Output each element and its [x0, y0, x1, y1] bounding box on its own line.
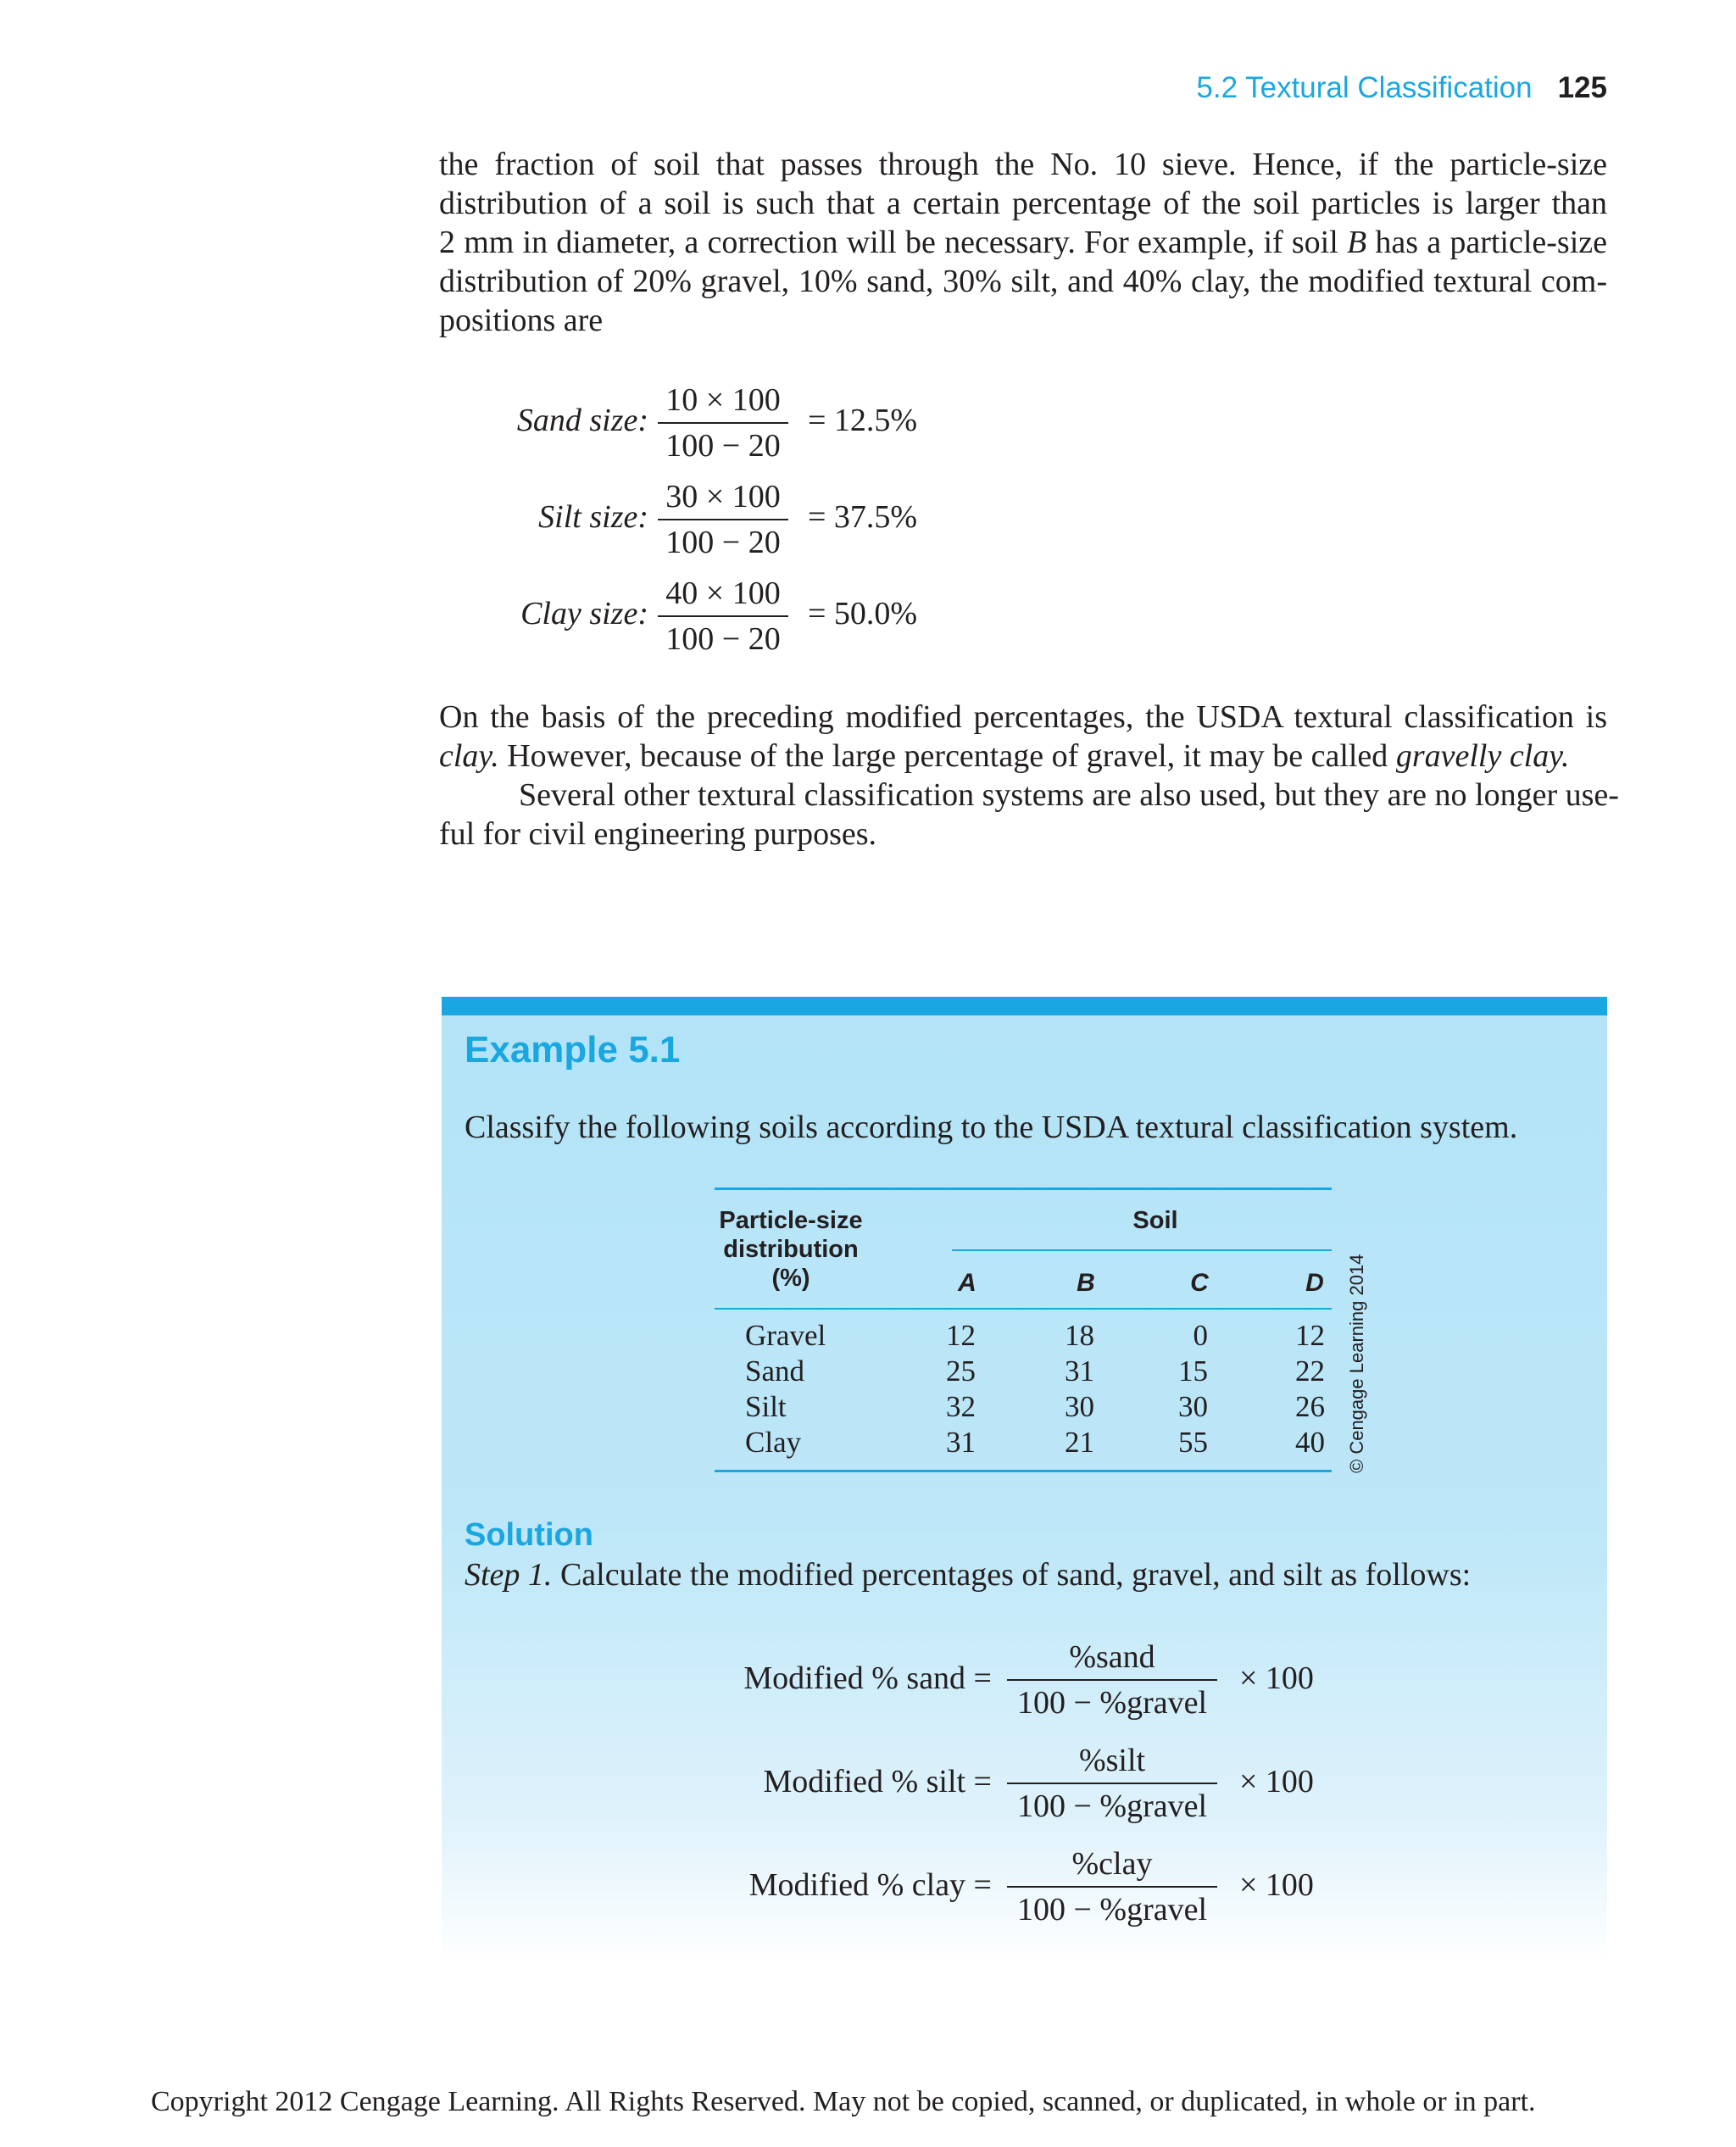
table-cell: 22	[1295, 1354, 1325, 1388]
equation-label: Silt size:	[538, 499, 648, 535]
denominator: 100 − %gravel	[1016, 1685, 1208, 1721]
equation-label: Sand size:	[516, 403, 648, 438]
column-header-a: A	[958, 1269, 976, 1297]
paragraph-text: 2 mm in diameter, a correction will be necessary. For example, if soil	[439, 225, 1338, 260]
soil-letter: B	[1346, 225, 1367, 260]
equation-result: = 37.5%	[808, 499, 918, 535]
example-title: Example 5.1	[465, 1029, 681, 1071]
column-header-c: C	[1190, 1269, 1209, 1297]
denominator: 100 − %gravel	[1016, 1788, 1208, 1824]
table-cell: 15	[1178, 1354, 1208, 1388]
page-number: 125	[1557, 71, 1607, 104]
equation-result: = 12.5%	[808, 403, 918, 438]
paragraph-text: has a particle-size	[1375, 225, 1608, 260]
numerator: 40 × 100	[665, 576, 781, 611]
fraction-bar	[1007, 1679, 1217, 1681]
step-label: Step 1.	[465, 1557, 553, 1593]
table-header-rule	[715, 1308, 1332, 1310]
equation-result: = 50.0%	[808, 596, 918, 631]
table-group-rule	[952, 1249, 1332, 1251]
table-cell: 32	[946, 1390, 976, 1423]
table-cell: 12	[946, 1319, 976, 1352]
fraction-bar	[658, 519, 788, 520]
equation-label: Clay size:	[520, 596, 648, 631]
fraction-bar	[658, 615, 788, 617]
table-cell: 18	[1065, 1319, 1094, 1352]
equation-label: Modified % clay =	[748, 1867, 992, 1903]
numerator: 10 × 100	[665, 382, 781, 418]
header-line: Particle-size	[719, 1207, 863, 1234]
fraction	[658, 478, 788, 561]
equation-result: × 100	[1239, 1660, 1314, 1696]
table-header-soil: Soil	[1132, 1207, 1178, 1234]
paragraph-line: On the basis of the preceding modified percentages, the USDA textural classification is	[439, 699, 1607, 735]
paragraph-line: the fraction of soil that passes through the No. 10 sieve. Hence, if the particle-size	[439, 147, 1607, 182]
fraction	[658, 575, 788, 658]
numerator: %silt	[1078, 1743, 1146, 1778]
fraction	[1007, 1638, 1217, 1721]
soil-table	[715, 1188, 1332, 1472]
copyright-footer: Copyright 2012 Cengage Learning. All Rights Reserved. May not be copied, scanned, or duplicated, in whole or in part.	[151, 2086, 1536, 2117]
running-header	[1196, 71, 1607, 105]
denominator: 100 − 20	[665, 621, 781, 657]
equation-label: Modified % silt =	[763, 1764, 992, 1799]
fraction-bar	[1007, 1886, 1217, 1888]
numerator: %clay	[1071, 1846, 1153, 1882]
row-label: Clay	[745, 1426, 802, 1459]
table-cell: 12	[1295, 1319, 1325, 1352]
paragraph-line: ful for civil engineering purposes.	[439, 816, 877, 852]
equation-label: Modified % sand =	[743, 1660, 992, 1696]
fraction	[1007, 1845, 1217, 1928]
table-cell: 31	[946, 1426, 976, 1459]
numerator: %sand	[1069, 1639, 1155, 1675]
step-text: Calculate the modified percentages of sand, gravel, and silt as follows:	[552, 1557, 1472, 1593]
table-cell: 26	[1295, 1390, 1325, 1423]
column-header-b: B	[1077, 1269, 1095, 1297]
paragraph-line: distribution of 20% gravel, 10% sand, 30% silt, and 40% clay, the modified textural com-	[439, 264, 1607, 299]
paragraph-line: positions are	[439, 303, 604, 338]
row-label: Silt	[745, 1390, 787, 1423]
term-gravelly-clay: gravelly clay.	[1395, 738, 1570, 774]
term-clay: clay.	[439, 738, 499, 774]
row-label: Sand	[745, 1354, 804, 1388]
paragraph-line	[439, 737, 1607, 776]
example-top-bar	[442, 997, 1607, 1015]
solution-title: Solution	[465, 1517, 593, 1553]
side-credit: © Cengage Learning 2014	[1346, 1254, 1367, 1473]
denominator: 100 − %gravel	[1016, 1892, 1208, 1927]
section-title: 5.2 Textural Classification	[1196, 71, 1533, 104]
header-line: distribution	[723, 1236, 859, 1263]
example-problem-statement: Classify the following soils according to the USDA textural classification system.	[465, 1110, 1518, 1145]
denominator: 100 − 20	[665, 525, 781, 560]
denominator: 100 − 20	[665, 428, 781, 464]
table-cell: 31	[1065, 1354, 1094, 1388]
table-cell: 0	[1193, 1319, 1208, 1352]
fraction-bar	[658, 422, 788, 424]
fraction	[658, 381, 788, 464]
fraction	[1007, 1742, 1217, 1825]
table-cell: 55	[1178, 1426, 1208, 1459]
paragraph-line	[439, 223, 1607, 262]
paragraph-conclusion	[439, 698, 1619, 854]
row-label: Gravel	[745, 1319, 826, 1352]
table-bottom-rule	[715, 1470, 1332, 1472]
table-cell: 25	[946, 1354, 976, 1388]
step-1	[465, 1556, 1471, 1594]
paragraph-line: Several other textural classification systems are also used, but they are no longer use-	[519, 777, 1619, 813]
table-cell: 30	[1178, 1390, 1208, 1423]
paragraph-intro	[439, 145, 1607, 340]
equation-result: × 100	[1239, 1867, 1314, 1903]
fraction-bar	[1007, 1783, 1217, 1784]
numerator: 30 × 100	[665, 479, 781, 515]
equation-result: × 100	[1239, 1764, 1314, 1799]
paragraph-line: distribution of a soil is such that a certain percentage of the soil particles is larger than	[439, 186, 1607, 221]
table-cell: 21	[1065, 1426, 1094, 1459]
paragraph-text: However, because of the large percentage of gravel, it may be called	[498, 738, 1396, 774]
table-cell: 40	[1295, 1426, 1325, 1459]
table-cell: 30	[1065, 1390, 1094, 1423]
column-header-d: D	[1305, 1269, 1324, 1297]
table-header-particle-size	[715, 1206, 867, 1293]
table-top-rule	[715, 1188, 1332, 1190]
header-line: (%)	[771, 1265, 810, 1292]
